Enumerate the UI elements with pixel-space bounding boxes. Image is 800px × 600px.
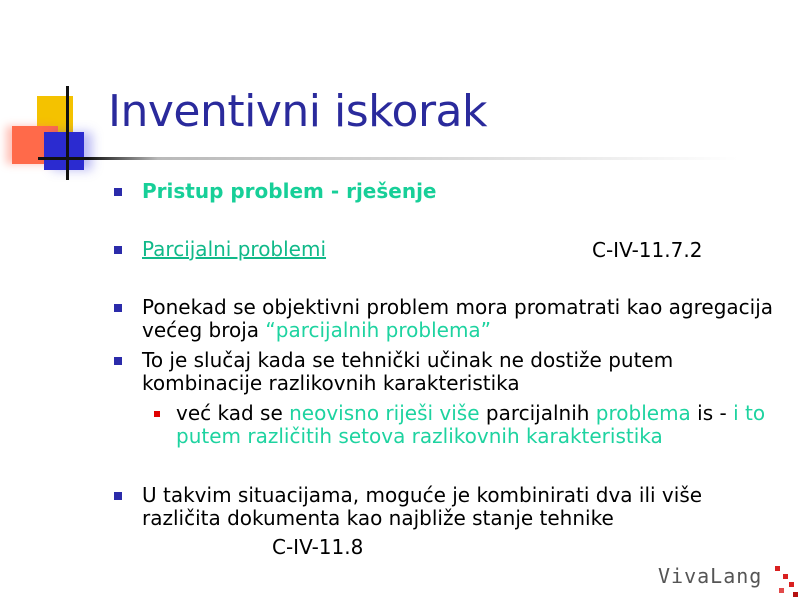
reference-code-1: C-IV-11.7.2: [592, 238, 703, 262]
bullet-marker: [114, 304, 122, 312]
ornament-vertical-line: [66, 86, 69, 180]
sub-bullet-marker: [154, 411, 160, 417]
bullet-1-text: Pristup problem - rješenje: [142, 179, 437, 203]
bullet-marker: [114, 492, 122, 500]
sub-text-f: i to putem različitih setova razlikovnih karakteristika: [176, 401, 766, 448]
bullet-3-main: Ponekad se objektivni problem mora promatrati kao agregacija većeg broja: [142, 295, 774, 342]
sub-text-b: neovisno riješi više: [289, 401, 480, 425]
sub-text-e: is -: [690, 401, 734, 425]
bullet-5-text: U takvim situacijama, moguće je kombinirati dva ili više različita dokumenta kao najbliže stanje tehnike: [142, 483, 703, 530]
title-ornament: [0, 0, 120, 190]
title-underline: [38, 157, 738, 160]
bullet-marker: [114, 188, 122, 196]
sub-text-d: problema: [595, 401, 691, 425]
bullet-2: [142, 238, 442, 261]
bullet-marker: [114, 246, 122, 254]
slide-title: Inventivni iskorak: [108, 86, 487, 137]
reference-code-2: C-IV-11.8: [272, 535, 364, 559]
bullet-4-text: To je slučaj kada se tehnički učinak ne dostiže putem kombinacije razlikovnih karakteristika: [142, 348, 674, 395]
sub-bullet-text: [176, 402, 776, 448]
sub-text-a: već kad se: [176, 401, 290, 425]
bullet-marker: [114, 357, 122, 365]
parcijalni-problemi-link[interactable]: Parcijalni problemi: [142, 237, 327, 261]
ornament-blue-square: [44, 132, 84, 170]
sub-text-c: parcijalnih: [479, 401, 596, 425]
logo-pixel-ornament: [775, 560, 799, 598]
bullet-3-quote: “parcijalnih problema”: [265, 318, 492, 342]
vivalang-logo: VivaLang: [658, 564, 763, 588]
bullet-3-text: [142, 296, 782, 342]
